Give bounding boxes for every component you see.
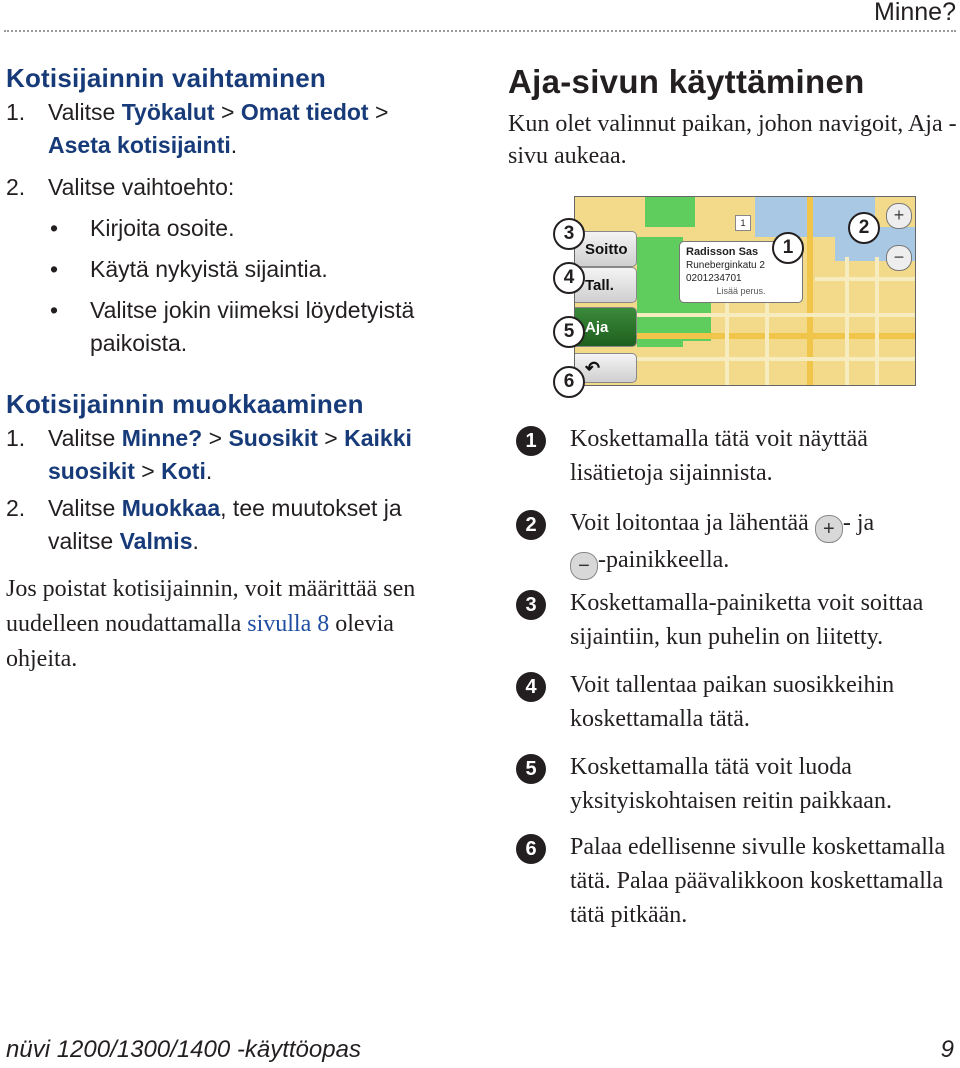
header-divider — [4, 30, 956, 32]
legend-text-part: Voit loitontaa ja lähentää — [570, 510, 815, 536]
map-road — [635, 333, 915, 339]
home-edit-step-1 — [6, 422, 446, 488]
place-phone: 0201234701 — [686, 273, 742, 284]
legend-text: Koskettamalla tätä voit luoda yksityiskohtaisen reitin paikkaan. — [570, 754, 892, 814]
home-edit-section — [6, 388, 446, 558]
save-button[interactable]: Tall. — [575, 267, 637, 303]
callout-5-icon: 5 — [553, 316, 585, 348]
home-change-title: Kotisijainnin vaihtaminen — [6, 63, 326, 93]
step-text: , tee muutokset ja valitse — [48, 495, 402, 554]
separator: > — [317, 425, 345, 451]
place-name: Radisson Sas — [686, 246, 759, 258]
home-note — [6, 572, 436, 677]
minus-icon: − — [893, 247, 905, 267]
home-change-step-1 — [6, 96, 446, 162]
menu-ref-all-favorites: Kaikki suosikit — [48, 425, 412, 484]
callout-1-icon: 1 — [772, 232, 804, 264]
step-number: 1. — [6, 99, 26, 125]
callout-4-icon: 4 — [553, 262, 585, 294]
callout-2-icon: 2 — [516, 510, 546, 540]
bullet-dot: • — [50, 297, 59, 323]
callout-6-icon: 6 — [553, 366, 585, 398]
menu-ref-done: Valmis — [119, 528, 193, 554]
menu-ref-home: Koti — [161, 458, 206, 484]
zoom-in-icon: + — [815, 515, 843, 543]
section-intro: Kun olet valinnut paikan, johon navigoit, Aja -sivu aukeaa. — [508, 111, 957, 169]
zoom-out-icon: − — [570, 552, 598, 580]
separator: > — [368, 99, 389, 125]
step-text: Valitse — [48, 495, 122, 521]
section-header: Minne? — [874, 0, 956, 26]
note-text: Jos poistat kotisijainnin, voit määrittää sen uudelleen noudattamalla — [6, 576, 416, 637]
bullet-item — [6, 212, 446, 245]
menu-ref-where-to: Minne? — [121, 425, 203, 451]
punctuation: . — [192, 528, 199, 554]
step-text: Valitse vaihtoehto: — [48, 174, 235, 200]
section-title: Aja-sivun käyttäminen — [508, 63, 865, 100]
legend-text: Koskettamalla-painiketta voit soittaa sijaintiin, kun puhelin on liitetty. — [570, 590, 924, 650]
zoom-in-button[interactable] — [886, 203, 912, 229]
home-edit-title: Kotisijainnin muokkaaminen — [6, 389, 364, 419]
punctuation: . — [230, 132, 238, 158]
menu-ref-tools: Työkalut — [121, 99, 215, 125]
call-button[interactable]: Soitto — [575, 231, 637, 267]
menu-ref-edit: Muokkaa — [121, 495, 221, 521]
punctuation: . — [205, 458, 213, 484]
legend-text-part: -painikkeella. — [598, 547, 730, 573]
map-road — [765, 297, 769, 385]
map-road — [725, 297, 729, 385]
legend-text: Koskettamalla tätä voit näyttää lisätietoja sijainnista. — [570, 426, 868, 486]
callout-3-icon: 3 — [516, 590, 546, 620]
bullet-item — [6, 253, 446, 286]
legend-text-part: - ja — [842, 510, 875, 536]
step-number: 2. — [6, 174, 26, 200]
map-park — [645, 197, 695, 227]
bullet-item — [6, 294, 446, 360]
callout-2-icon: 2 — [848, 212, 880, 244]
home-edit-step-2 — [6, 492, 446, 558]
callout-3-icon: 3 — [553, 218, 585, 250]
map-marker-tag: 1 — [735, 215, 751, 231]
place-street: Runeberginkatu 2 — [686, 260, 765, 271]
back-arrow-icon: ↶ — [585, 357, 601, 378]
step-text: Valitse — [48, 425, 122, 451]
bullet-text: Kirjoita osoite. — [90, 215, 235, 241]
go-button[interactable]: Aja — [575, 307, 637, 347]
callout-1-icon: 1 — [516, 426, 546, 456]
home-change-step-2 — [6, 171, 446, 204]
step-number: 1. — [6, 425, 26, 451]
bullet-text: Valitse jokin viimeksi löydetyistä paikoista. — [90, 297, 415, 356]
legend-text: Palaa edellisenne sivulle koskettamalla tätä. Palaa päävalikkoon koskettamalla tätä pitkään. — [570, 834, 946, 928]
menu-ref-favorites: Suosikit — [228, 425, 318, 451]
separator: > — [134, 458, 162, 484]
page-link[interactable]: sivulla 8 — [247, 611, 330, 637]
step-text: Valitse — [48, 99, 122, 125]
menu-ref-my-data: Omat tiedot — [240, 99, 369, 125]
bullet-text: Käytä nykyistä sijaintia. — [90, 256, 328, 282]
zoom-out-button[interactable] — [886, 245, 912, 271]
callout-4-icon: 4 — [516, 672, 546, 702]
separator: > — [202, 425, 229, 451]
bullet-dot: • — [50, 256, 59, 282]
home-change-section — [6, 62, 446, 360]
callout-6-icon: 6 — [516, 834, 546, 864]
map-road — [635, 313, 915, 317]
callout-5-icon: 5 — [516, 754, 546, 784]
menu-ref-set-home: Aseta kotisijainti — [48, 132, 231, 158]
more-info-link[interactable]: Lisää perus. — [716, 286, 766, 296]
page-number: 9 — [940, 1036, 954, 1063]
legend-text: Voit tallentaa paikan suosikkeihin koskettamalla tätä. — [570, 672, 895, 732]
drive-page-section — [508, 62, 960, 172]
legend-text — [570, 506, 960, 580]
step-number: 2. — [6, 495, 26, 521]
bullet-dot: • — [50, 215, 59, 241]
note-text: olevia ohjeita. — [6, 611, 394, 672]
map-road — [635, 357, 915, 361]
footer-manual-title: nüvi 1200/1300/1400 -käyttöopas — [6, 1036, 361, 1063]
map-road — [815, 277, 915, 281]
plus-icon: + — [893, 205, 905, 225]
separator: > — [214, 99, 241, 125]
